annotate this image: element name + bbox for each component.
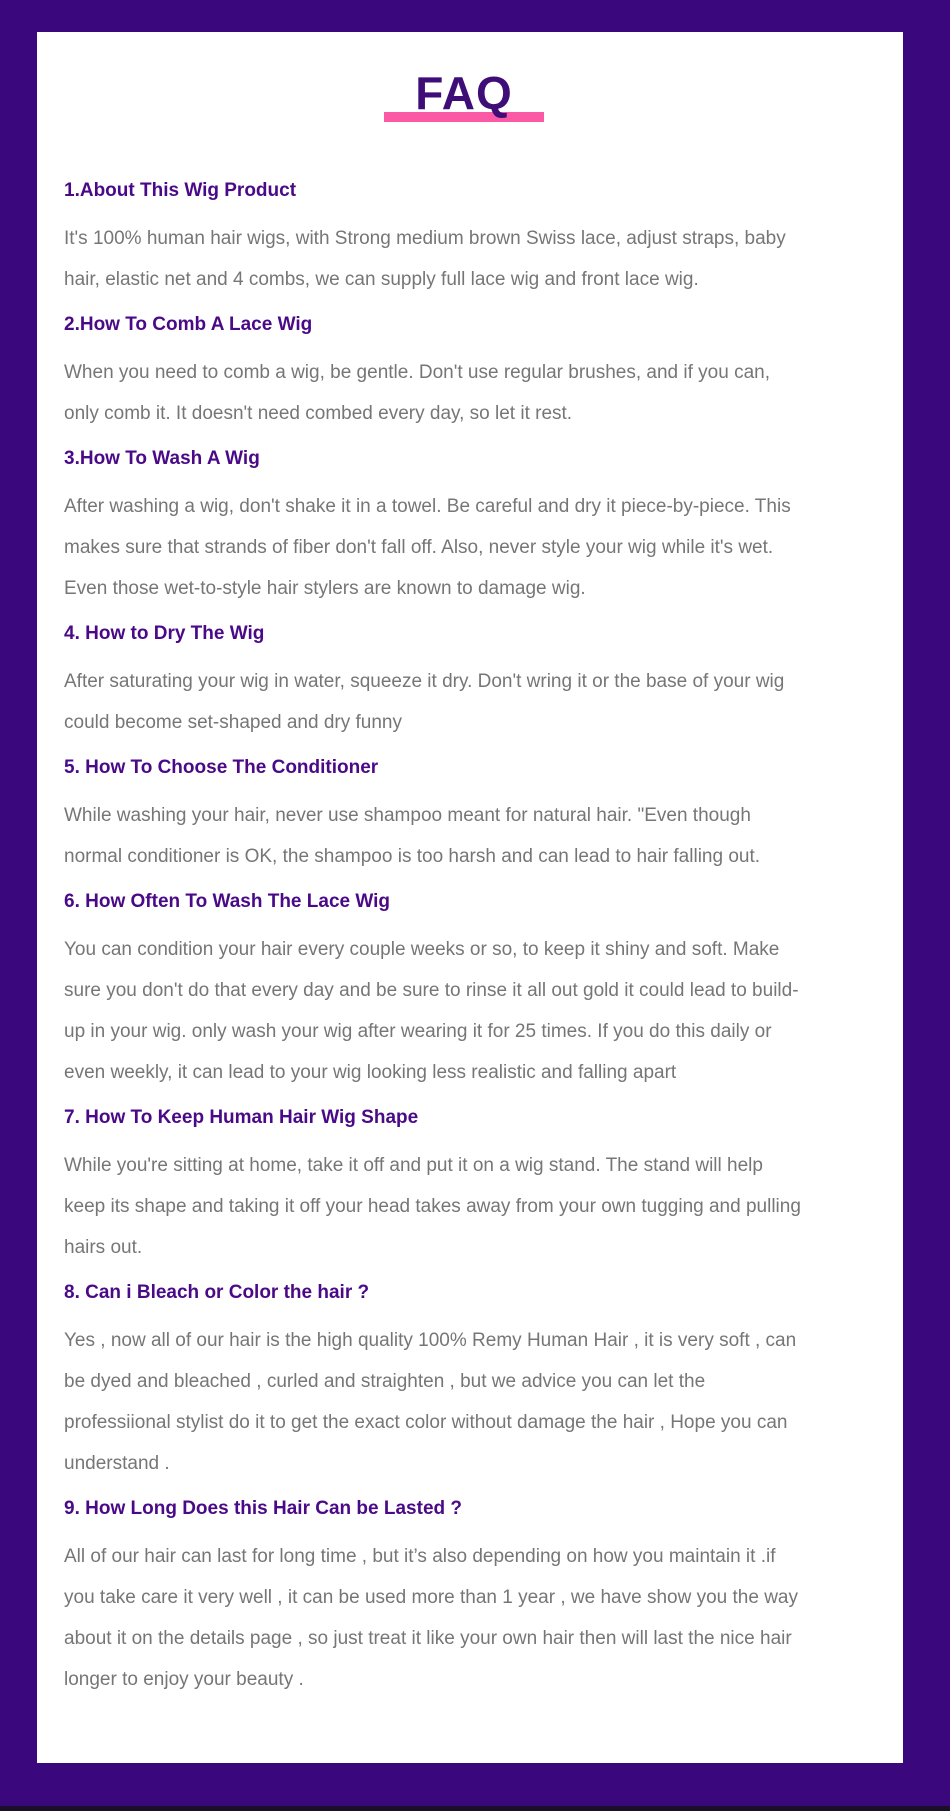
faq-question: 9. How Long Does this Hair Can be Lasted ? <box>64 1498 462 1519</box>
faq-answer: Yes , now all of our hair is the high quality 100% Remy Human Hair , it is very soft , can be dyed and bleached , curled and straighten , but we advice you can let the professiional stylist do it to get the exact color without damage the hair , Hope you can understand . <box>64 1330 797 1474</box>
faq-answer: All of our hair can last for long time , but it’s also depending on how you maintain it .if you take care it very well , it can be used more than 1 year , we have show you the way about it on the details page , so just treat it like your own hair then will last the nice hair longer to enjoy your beauty . <box>64 1546 798 1690</box>
faq-question: 1.About This Wig Product <box>64 180 297 201</box>
faq-content-panel <box>37 32 903 1763</box>
faq-item <box>64 1498 804 1700</box>
faq-question: 4. How to Dry The Wig <box>64 623 265 644</box>
page-title: FAQ <box>415 67 513 119</box>
faq-answer: While washing your hair, never use shampoo meant for natural hair. "Even though normal conditioner is OK, the shampoo is too harsh and can lead to hair falling out. <box>64 805 761 867</box>
faq-answer: You can condition your hair every couple weeks or so, to keep it shiny and soft. Make sure you don't do that every day and be sure to rinse it all out gold it could lead to build-up in your wig. only wash your wig after wearing it for 25 times. If you do this daily or even weekly, it can lead to your wig looking less realistic and falling apart <box>64 939 799 1083</box>
faq-item <box>64 1282 804 1484</box>
faq-item <box>64 180 804 300</box>
faq-answer: After saturating your wig in water, squeeze it dry. Don't wring it or the base of your wig could become set-shaped and dry funny <box>64 671 785 733</box>
faq-title-block <box>94 68 834 122</box>
faq-question: 8. Can i Bleach or Color the hair ? <box>64 1282 370 1303</box>
faq-question: 5. How To Choose The Conditioner <box>64 757 379 778</box>
faq-item <box>64 623 804 743</box>
faq-answer: When you need to comb a wig, be gentle. Don't use regular brushes, and if you can, only comb it. It doesn't need combed every day, so let it rest. <box>64 362 770 424</box>
faq-question: 2.How To Comb A Lace Wig <box>64 314 313 335</box>
faq-item <box>64 314 804 434</box>
faq-answer: While you're sitting at home, take it off and put it on a wig stand. The stand will help keep its shape and taking it off your head takes away from your own tugging and pulling hairs out. <box>64 1155 801 1258</box>
faq-item <box>64 757 804 877</box>
faq-answer: It's 100% human hair wigs, with Strong medium brown Swiss lace, adjust straps, baby hair, elastic net and 4 combs, we can supply full lace wig and front lace wig. <box>64 228 786 290</box>
faq-item <box>64 891 804 1093</box>
faq-list <box>64 180 804 1700</box>
faq-question: 7. How To Keep Human Hair Wig Shape <box>64 1107 419 1128</box>
faq-item <box>64 1107 804 1268</box>
faq-question: 3.How To Wash A Wig <box>64 448 260 469</box>
bottom-edge-strip <box>0 1806 950 1811</box>
faq-item <box>64 448 804 609</box>
faq-question: 6. How Often To Wash The Lace Wig <box>64 891 391 912</box>
faq-answer: After washing a wig, don't shake it in a towel. Be careful and dry it piece-by-piece. This makes sure that strands of fiber don't fall off. Also, never style your wig while it's wet. Even those wet-to-style hair stylers are known to damage wig. <box>64 496 791 599</box>
